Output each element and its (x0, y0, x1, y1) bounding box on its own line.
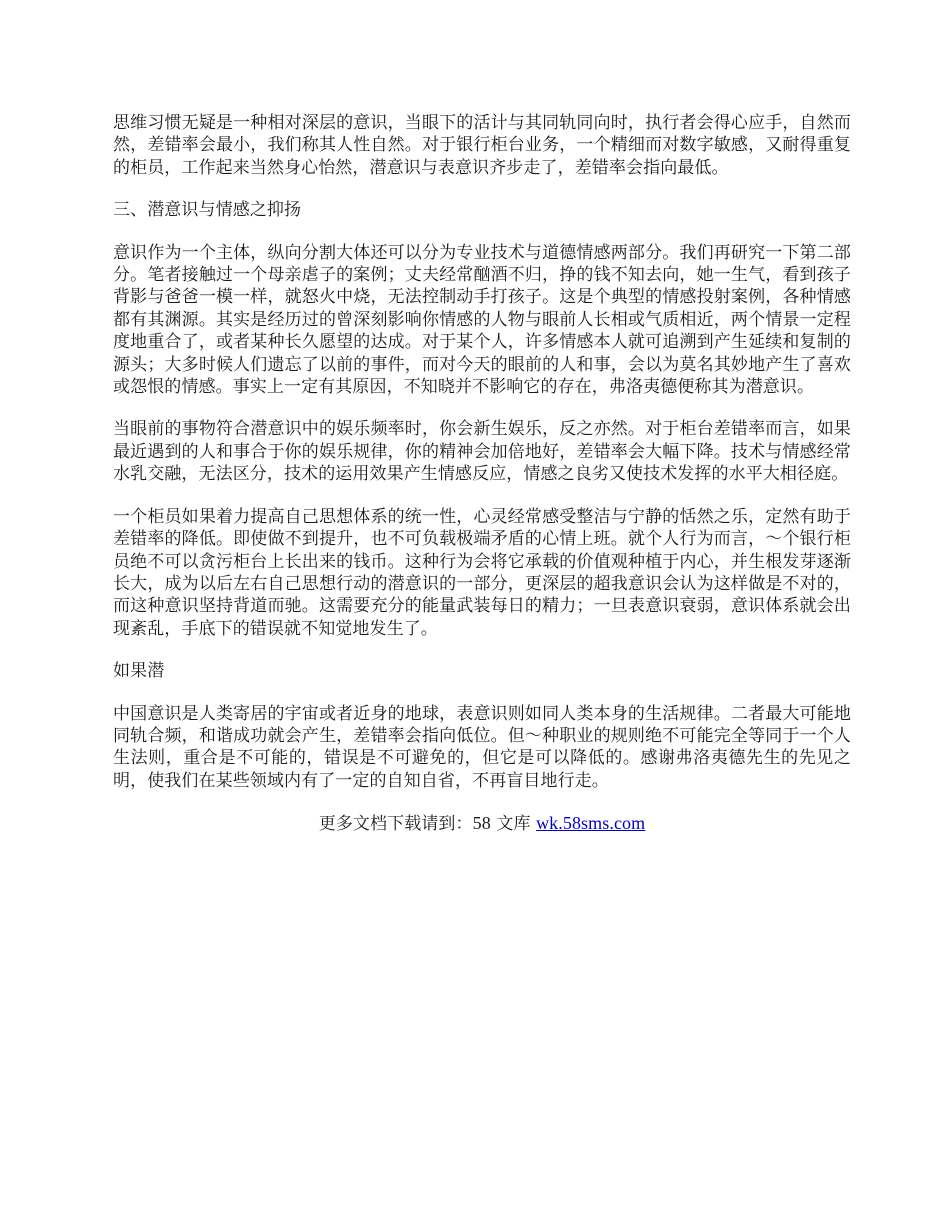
paragraph-3: 当眼前的事物符合潜意识中的娱乐频率时，你会新生娱乐，反之亦然。对于柜台差错率而言，如果最近遇到的人和事合于你的娱乐规律，你的精神会加倍地好，差错率会大幅下降。技术与情感经常水乳交融，无法区分，技术的运用效果产生情感反应，情感之良劣又使技术发挥的水平大相径庭。 (113, 419, 851, 485)
paragraph-4: 一个柜员如果着力提高自己思想体系的统一性，心灵经常感受整洁与宁静的恬然之乐，定然有助于差错率的降低。即使做不到提升，也不可负载极端矛盾的心情上班。就个人行为而言，～个银行柜员绝不可以贪污柜台上长出来的钱币。这种行为会将它承载的价值观种植于内心，并生根发芽逐渐长大，成为以后左右自己思想行动的潜意识的一部分，更深层的超我意识会认为这样做是不对的，而这种意识坚持背道而驰。这需要充分的能量武装每日的精力；一旦表意识衰弱，意识体系就会出现紊乱，手底下的错误就不知觉地发生了。 (113, 506, 851, 639)
paragraph-6: 中国意识是人类寄居的宇宙或者近身的地球，表意识则如同人类本身的生活规律。二者最大可能地同轨合频，和谐成功就会产生，差错率会指向低位。但～种职业的规则绝不可能完全等同于一个人生法则，重合是不可能的，错误是不可避免的，但它是可以降低的。感谢弗洛夷德先生的先见之明，使我们在某些领域内有了一定的自知自省，不再盲目地行走。 (113, 703, 851, 791)
footer-number: 58 (472, 813, 491, 834)
footer-link[interactable]: wk.58sms.com (536, 813, 646, 834)
footer-middle: 文库 (490, 814, 537, 835)
download-footer (113, 812, 851, 835)
paragraph-2: 意识作为一个主体，纵向分割大体还可以分为专业技术与道德情感两部分。我们再研究一下第二部分。笔者接触过一个母亲虐子的案例；丈夫经常酗酒不归，挣的钱不知去向，她一生气，看到孩子背影与爸爸一模一样，就怒火中烧，无法控制动手打孩子。这是个典型的情感投射案例，各种情感都有其渊源。其实是经历过的曾深刻影响你情感的人物与眼前人长相或气质相近，两个情景一定程度地重合了，或者某种长久愿望的达成。对于某个人，许多情感本人就可追溯到产生延续和复制的源头；大多时候人们遗忘了以前的事件，而对今天的眼前的人和事，会以为莫名其妙地产生了喜欢或怨恨的情感。事实上一定有其原因，不知晓并不影响它的存在，弗洛夷德便称其为潜意识。 (113, 242, 851, 398)
paragraph-1: 思维习惯无疑是一种相对深层的意识，当眼下的活计与其同轨同向时，执行者会得心应手，自然而然，差错率会最小，我们称其人性自然。对于银行柜台业务，一个精细而对数字敏感，又耐得重复的柜员，工作起来当然身心怡然，潜意识与表意识齐步走了，差错率会指向最低。 (113, 113, 851, 178)
paragraph-5: 如果潜 (113, 661, 165, 682)
document-body (113, 112, 851, 835)
section-heading: 三、潜意识与情感之抑扬 (113, 200, 302, 221)
footer-prefix: 更多文档下载请到： (318, 814, 473, 835)
